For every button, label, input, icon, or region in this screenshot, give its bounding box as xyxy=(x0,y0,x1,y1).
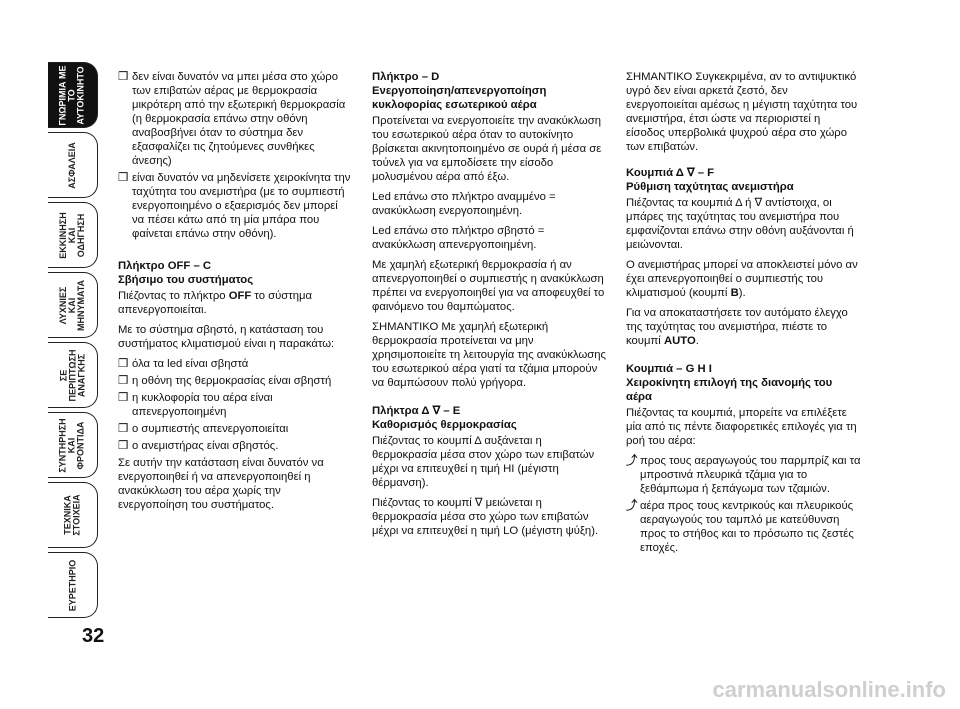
windscreen-airflow-icon: ⤴ xyxy=(626,455,638,467)
tab-starting-driving[interactable]: ΕΚΚΙΝΗΣΗ ΚΑΙ ΟΔΗΓΗΣΗ xyxy=(48,202,98,268)
tab-getting-to-know[interactable]: ΓΝΩΡΙΜΙΑ ΜΕ ΤΟ ΑΥΤΟΚΙΝΗΤΟ xyxy=(48,62,98,128)
tab-emergency[interactable]: ΣΕ ΠΕΡΙΠΤΩΣΗ ΑΝΑΓΚΗΣ xyxy=(48,342,98,408)
column-3: ΣΗΜΑΝΤΙΚΟ Συγκεκριμένα, αν το αντιψυκτικό υγρό δεν είναι αρκετά ζεστό, δεν ενεργοποιείται αμέσως η μέγιστη ταχύτητα του ανεμιστήρα, έτσι ώστε να περιοριστεί η είσοδος υπερβολικά ψυχρού αέρα στο χώρο των επιβατών. Κουμπιά Δ ∇ – F Ρύθμιση ταχύτητας ανεμιστήρα Πιέζοντας τα κουμπιά Δ ή ∇ αντίστοιχα, οι μπάρες της ταχύτητας του ανεμιστήρα που εμφανίζονται επάνω στην οθόνη αυξάνονται ή μειώνονται. Ο ανεμιστήρας μπορεί να αποκλειστεί μόνο αν έχει απενεργοποιηθεί ο συμπιεστής του κλιματισμού (κουμπί B). Για να αποκαταστήσετε τον αυτόματο έλεγχο της ταχύτητας του ανεμιστήρα, πιέστε το κουμπί AUTO. Κουμπιά – G H I Χειροκίνητη επιλογή της διανομής του αέρα Πιέζοντας τα κουμπιά, μπορείτε να επιλέξετε μία από τις πέντε διαφορετικές επιλογές για τη ροή του αέρα: ⤴ προς τους αεραγωγούς του παρμπρίζ και τα μπροστινά πλευρικά τζάμια για το ξεθάμπωμα ή ξεπάγωμα των τζαμιών. ⤴ αέρα προς τους κεντρικούς και πλευρικούς αεραγωγούς του ταμπλό με κατεύθυνση προς το στήθος και το πρόσωπο τις ζεστές εποχές. xyxy=(626,71,861,554)
heading-off-button: Πλήκτρο OFF – C xyxy=(118,260,212,272)
tab-index[interactable]: ΕΥΡΕΤΗΡΙΟ xyxy=(48,552,98,618)
bullet-icon: ❒ xyxy=(118,172,129,184)
bullet-icon: ❒ xyxy=(118,358,129,370)
tab-warning-lights[interactable]: ΛΥΧΝΙΕΣ ΚΑΙ ΜΗΝΥΜΑΤΑ xyxy=(48,272,98,338)
bullet-icon: ❒ xyxy=(118,440,129,452)
heading-temperature-buttons: Πλήκτρα Δ ∇ – E xyxy=(372,405,461,417)
heading-fan-buttons: Κουμπιά Δ ∇ – F xyxy=(626,167,715,179)
column-2: Πλήκτρο – D Ενεργοποίηση/απενεργοποίηση κυκλοφορίας εσωτερικού αέρα Προτείνεται να ενεργοποιείτε την ανακύκλωση του εσωτερικού αέρα όταν το αυτοκίνητο βρίσκεται ακινητοποιημένο σε ουρά ή μέσα σε τούνελ για να εμποδίσετε την είσοδο μολυσμένου αέρα από έξω. Led επάνω στο πλήκτρο αναμμένο = ανακύκλωση ενεργοποιημένη. Led επάνω στο πλήκτρο σβηστό = ανακύκλωση απενεργοποιημένη. Με χαμηλή εξωτερική θερμοκρασία ή αν απενεργοποιηθεί ο συμπιεστής η ανακύκλωση πρέπει να ενεργοποιηθεί για να αποφευχθεί το φαινόμενο του θαμπώματος. ΣΗΜΑΝΤΙΚΟ Με χαμηλή εξωτερική θερμοκρασία προτείνεται να μην χρησιμοποιείτε τη λειτουργία της ανακύκλωσης του εσωτερικού αέρα γιατί τα τζάμια μπορούν να θαμπώσουν πολύ γρήγορα. Πλήκτρα Δ ∇ – E Καθορισμός θερμοκρασίας Πιέζοντας το κουμπί Δ αυξάνεται η θερμοκρασία μέσα στον χώρο των επιβατών μέχρι να επιτευχθεί η τιμή HI (μέγιστη θέρμανση). Πιέζοντας το κουμπί ∇ μειώνεται η θερμοκρασία μέσα στο χώρο των επιβατών μέχρι να επιτευχθεί η τιμή LO (μέγιστη ψύξη). xyxy=(372,71,606,537)
face-airflow-icon: ⤴ xyxy=(626,500,638,512)
heading-distribution-buttons: Κουμπιά – G H I xyxy=(626,363,712,375)
tab-technical-data[interactable]: ΤΕΧΝΙΚΑ ΣΤΟΙΧΕΙΑ xyxy=(48,482,98,548)
heading-recirculation: Πλήκτρο – D xyxy=(372,71,440,83)
watermark: carmanualsonline.info xyxy=(712,677,946,702)
bullet-icon: ❒ xyxy=(118,392,129,404)
tab-safety[interactable]: ΑΣΦΑΛΕΙΑ xyxy=(48,132,98,198)
subheading-fan-speed: Ρύθμιση ταχύτητας ανεμιστήρα xyxy=(626,181,794,193)
subheading-system-off: Σβήσιμο του συστήματος xyxy=(118,274,254,286)
bullet-icon: ❒ xyxy=(118,71,129,83)
bullet-icon: ❒ xyxy=(118,423,129,435)
subheading-recirculation: Ενεργοποίηση/απενεργοποίηση κυκλοφορίας εσωτερικού αέρα xyxy=(372,85,547,111)
tab-maintenance[interactable]: ΣΥΝΤΗΡΗΣΗ ΚΑΙ ΦΡΟΝΤΙΔΑ xyxy=(48,412,98,478)
subheading-distribution: Χειροκίνητη επιλογή της διανομής του αέρα xyxy=(626,377,833,403)
subheading-temperature: Καθορισμός θερμοκρασίας xyxy=(372,419,517,431)
column-1: ❒ δεν είναι δυνατόν να μπει μέσα στο χώρο των επιβατών αέρας με θερμοκρασία μικρότερη από την εξωτερική θερμοκρασία (η θερμοκρασία επάνω στην οθόνη αναβοσβήνει όταν το σύστημα δεν εξασφαλίζει τις ζητούμενες συνθήκες άνεσης) ❒ είναι δυνατόν να μηδενίσετε χειροκίνητα την ταχύτητα του ανεμιστήρα (με το συμπιεστή ενεργοποιημένο ο εξαερισμός δεν μπορεί να πέσει κάτω από τη μία μπάρα που φαίνεται επάνω στην οθόνη). Πλήκτρο OFF – C Σβήσιμο του συστήματος Πιέζοντας το πλήκτρο OFF το σύστημα απενεργοποιείται. Με το σύστημα σβηστό, η κατάσταση του συστήματος κλιματισμού είναι η παρακάτω: ❒ όλα τα led είναι σβηστά ❒ η οθόνη της θερμοκρασίας είναι σβηστή ❒ η κυκλοφορία του αέρα είναι απενεργοποιημένη ❒ ο συμπιεστής απενεργοποιείται ❒ ο ανεμιστήρας είναι σβηστός. Σε αυτήν την κατάσταση είναι δυνατόν να ενεργοποιηθεί ή να απενεργοποιηθεί η ανακύκλωση του αέρα χωρίς την ενεργοποίηση του συστήματος. xyxy=(118,70,353,518)
page-number: 32 xyxy=(82,625,105,647)
bullet-icon: ❒ xyxy=(118,375,129,387)
